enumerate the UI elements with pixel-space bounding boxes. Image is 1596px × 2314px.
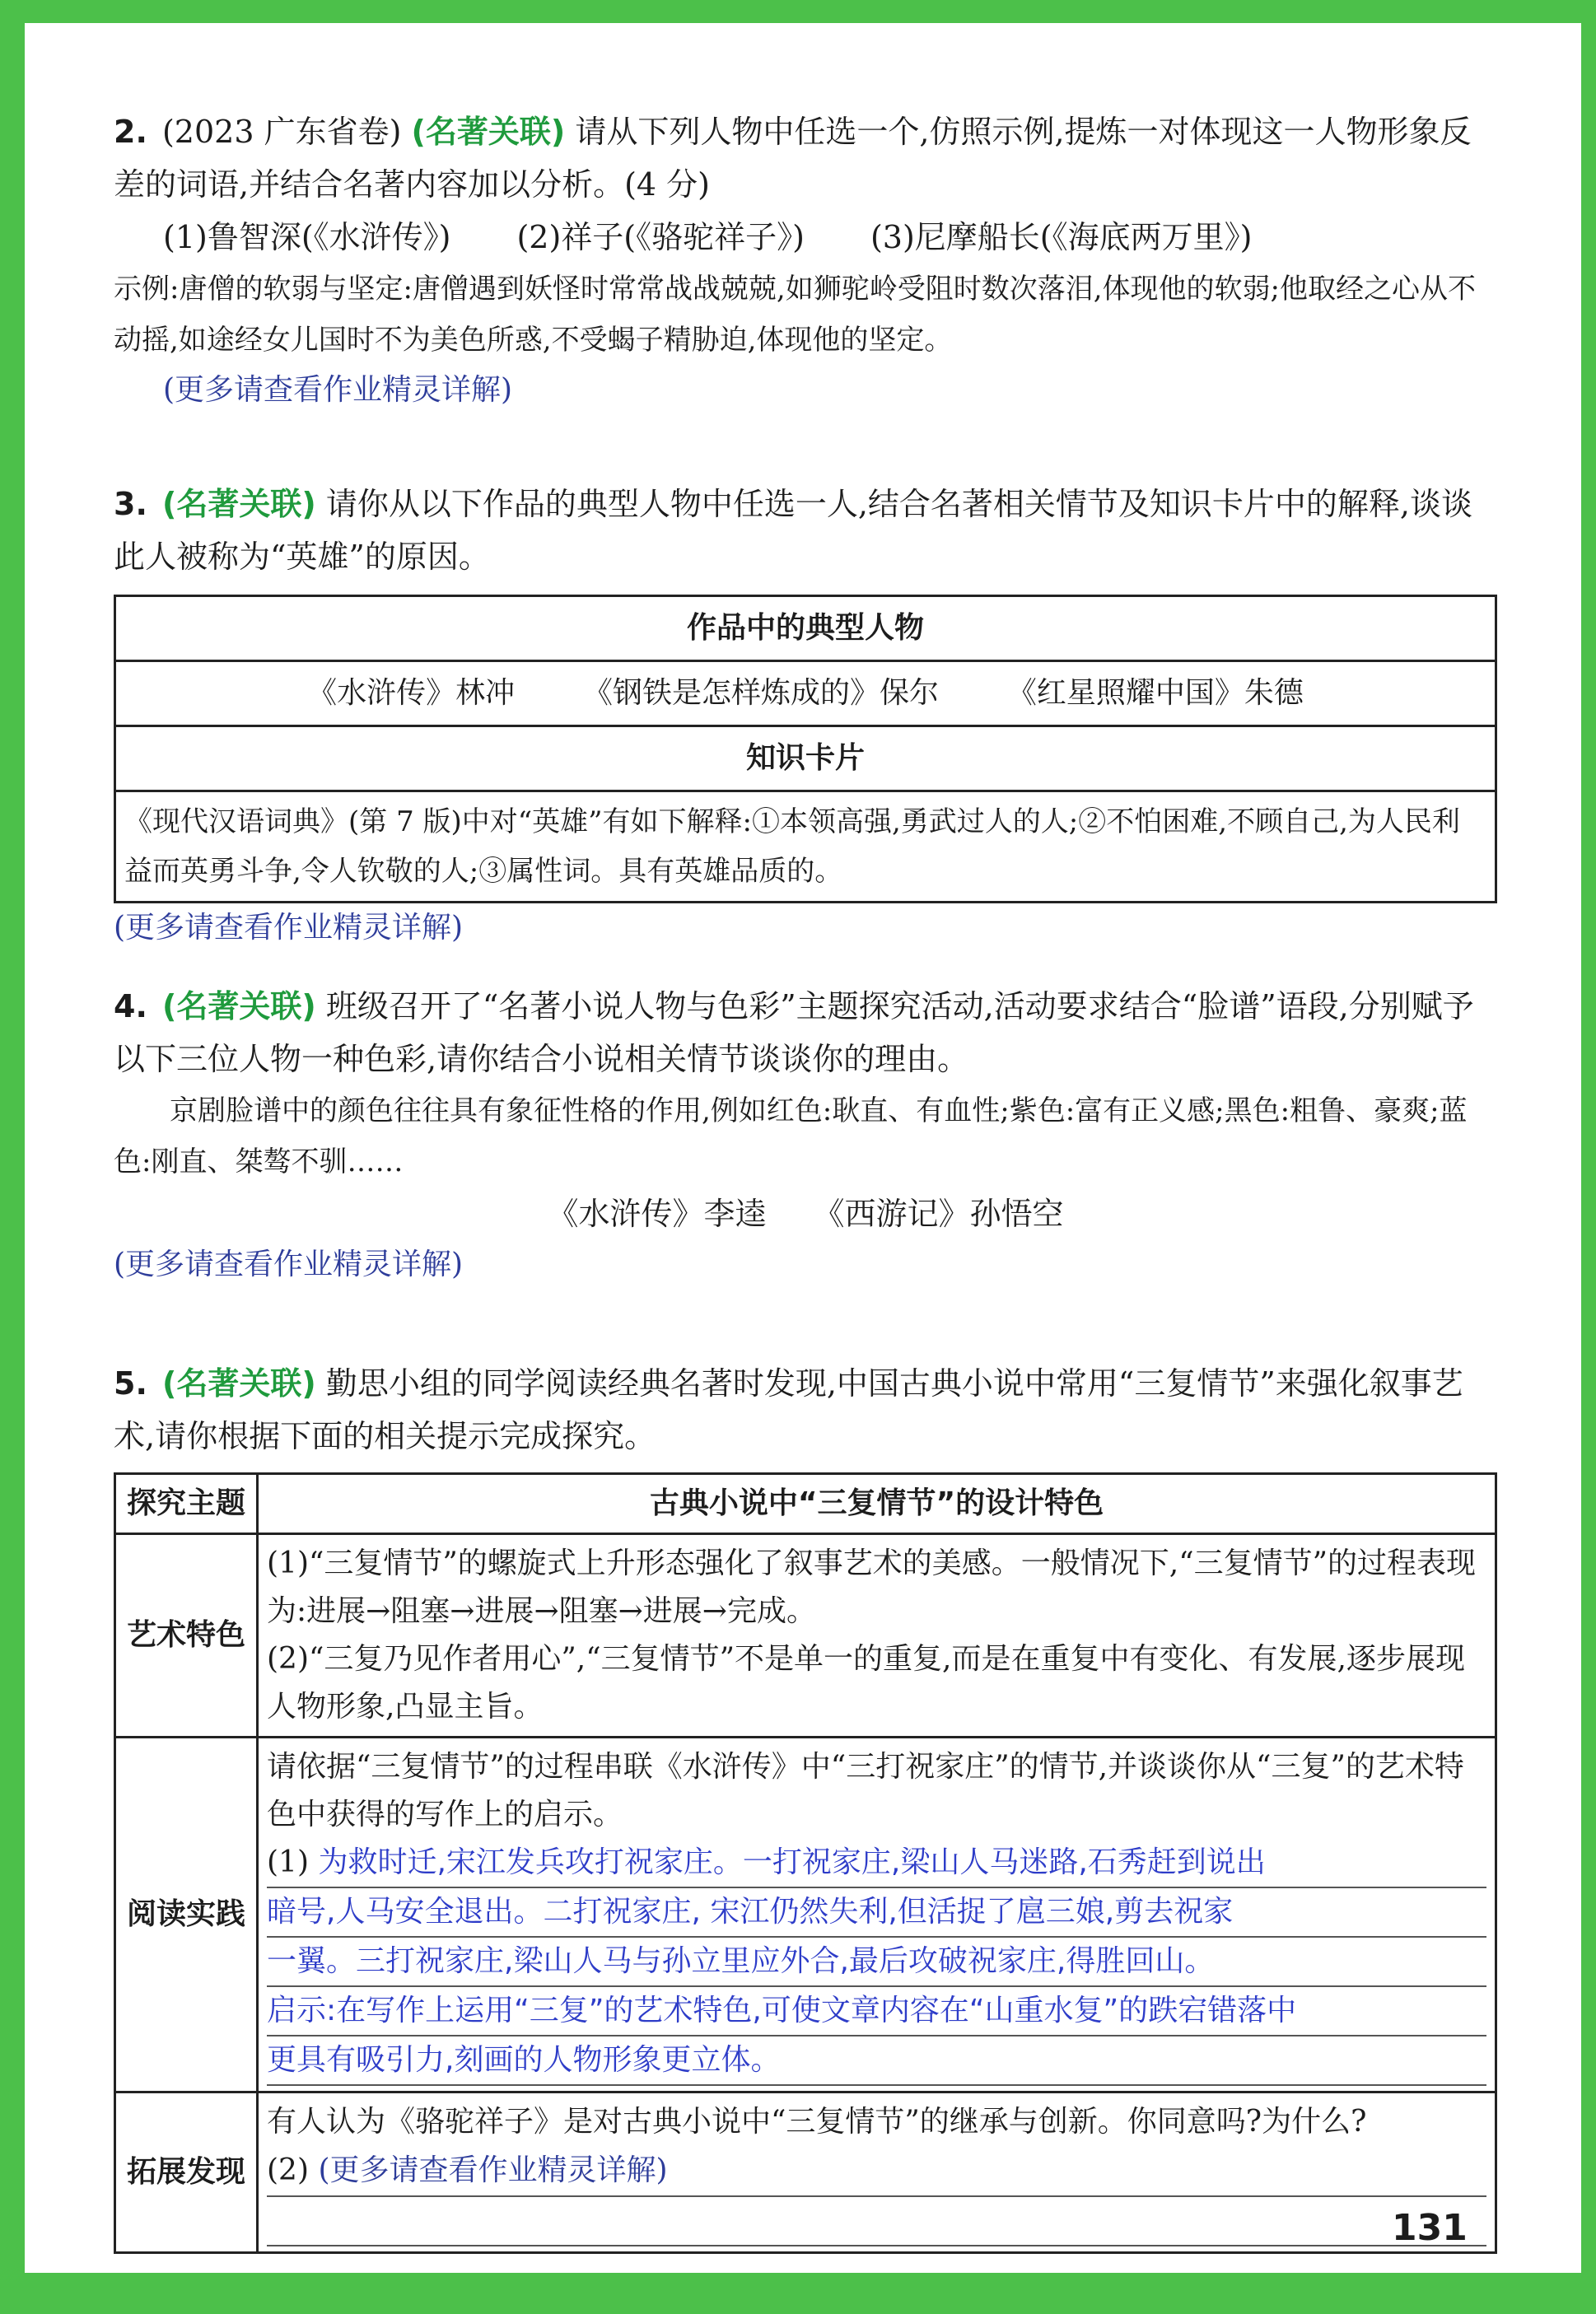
question-tag: (名著关联) <box>161 486 316 522</box>
question-3 <box>114 478 1497 953</box>
question-tag: (名著关联) <box>161 988 316 1024</box>
question-number: 2. <box>114 114 147 150</box>
row-practice-content <box>258 1738 1496 2092</box>
more-link[interactable]: (更多请查看作业精灵详解) <box>318 2153 668 2187</box>
option-2: (2)祥子(《骆驼祥子》) <box>516 219 805 255</box>
row-art-content <box>258 1534 1496 1738</box>
answer-text: 为救时迁,宋江发兵攻打祝家庄。一打祝家庄,梁山人马迷路,石秀赶到说出 <box>318 1845 1266 1879</box>
question-number: 3. <box>114 486 147 522</box>
example-text: 示例:唐僧的软弱与坚定:唐僧遇到妖怪时常常战战兢兢,如狮驼岭受阻时数次落泪,体现他的软弱;他取经之心从不动摇,如途经女儿国时不为美色所惑,不受蝎子精胁迫,体现他的坚定。 <box>114 273 1476 357</box>
question-number: 4. <box>114 988 147 1024</box>
figure-1: 《水浒传》林冲 <box>307 676 516 710</box>
question-source: (2023 广东省卷) <box>161 114 402 150</box>
answer-line[interactable]: 启示:在写作上运用“三复”的艺术特色,可使文章内容在“山重水复”的跌宕错落中 <box>267 1987 1486 2036</box>
col-head-topic: 探究主题 <box>115 1474 258 1534</box>
bottom-border <box>0 2273 1596 2314</box>
art-point-2: (2)“三复乃见作者用心”,“三复情节”不是单一的重复,而是在重复中有变化、有发展,逐步展现人物形象,凸显主旨。 <box>267 1642 1465 1724</box>
answer-line[interactable] <box>267 2197 1486 2246</box>
exploration-table <box>114 1472 1497 2254</box>
knowledge-card: 《现代汉语词典》(第 7 版)中对“英雄”有如下解释:①本领高强,勇武过人的人;②不怕困难,不顾自己,为人民利益而英勇斗争,令人钦敬的人;③属性词。具有英雄品质的。 <box>115 791 1496 903</box>
question-stem: 勤思小组的同学阅读经典名著时发现,中国古典小说中常用“三复情节”来强化叙事艺术,请你根据下面的相关提示完成探究。 <box>114 1365 1463 1454</box>
row-extend-content <box>258 2092 1496 2253</box>
page-number: 131 <box>1392 2207 1468 2249</box>
question-4 <box>114 980 1497 1290</box>
figures-line: 《水浒传》李逵 《西游记》孙悟空 <box>547 1196 1064 1232</box>
question-2 <box>114 105 1497 415</box>
answer-line[interactable]: 暗号,人马安全退出。二打祝家庄, 宋江仍然失利,但活捉了扈三娘,剪去祝家 <box>267 1888 1486 1938</box>
question-number: 5. <box>114 1365 147 1402</box>
options-row <box>114 211 1497 264</box>
practice-prompt: 请依据“三复情节”的过程串联《水浒传》中“三打祝家庄”的情节,并谈谈你从“三复”的艺术特色中获得的写作上的启示。 <box>267 1750 1464 1831</box>
passage: 京剧脸谱中的颜色往往具有象征性格的作用,例如红色:耿直、有血性;紫色:富有正义感;黑色:粗鲁、豪爽;蓝色:刚直、桀骜不驯…… <box>114 1094 1468 1178</box>
answer-line[interactable] <box>267 2146 1486 2197</box>
figures-row <box>115 661 1496 726</box>
question-tag: (名著关联) <box>411 114 566 150</box>
answer-number: (2) <box>267 2153 309 2187</box>
question-5 <box>114 1357 1497 2254</box>
option-3: (3)尼摩船长(《海底两万里》) <box>870 219 1253 255</box>
figure-3: 《红星照耀中国》朱德 <box>1006 676 1304 710</box>
more-link[interactable]: (更多请查看作业精灵详解) <box>163 373 513 407</box>
art-point-1: (1)“三复情节”的螺旋式上升形态强化了叙事艺术的美感。一般情况下,“三复情节”的过程表现为:进展→阻塞→进展→阻塞→进展→完成。 <box>267 1547 1477 1628</box>
col-head-feature: 古典小说中“三复情节”的设计特色 <box>258 1474 1496 1534</box>
answer-number: (1) <box>267 1845 309 1879</box>
table-heading: 作品中的典型人物 <box>115 596 1496 661</box>
question-stem: 班级召开了“名著小说人物与色彩”主题探究活动,活动要求结合“脸谱”语段,分别赋予以下三位人物一种色彩,请你结合小说相关情节谈谈你的理由。 <box>114 988 1474 1077</box>
figure-2: 《钢铁是怎样炼成的》保尔 <box>582 676 939 710</box>
question-stem: 请你从以下作品的典型人物中任选一人,结合名著相关情节及知识卡片中的解释,谈谈此人被称为“英雄”的原因。 <box>114 486 1472 575</box>
more-link[interactable]: (更多请查看作业精灵详解) <box>114 911 464 945</box>
question-tag: (名著关联) <box>161 1365 316 1402</box>
answer-line[interactable]: 更具有吸引力,刻画的人物形象更立体。 <box>267 2036 1486 2086</box>
row-label-extend: 拓展发现 <box>115 2092 258 2253</box>
question-stem: 请从下列人物中任选一个,仿照示例,提炼一对体现这一人物形象反差的词语,并结合名著内容加以分析。(4 分) <box>114 114 1472 203</box>
extend-prompt: 有人认为《骆驼祥子》是对古典小说中“三复情节”的继承与创新。你同意吗?为什么? <box>267 2105 1367 2139</box>
table-heading: 知识卡片 <box>115 726 1496 791</box>
answer-line[interactable]: 一翼。三打祝家庄,梁山人马与孙立里应外合,最后攻破祝家庄,得胜回山。 <box>267 1938 1486 1987</box>
more-link[interactable]: (更多请查看作业精灵详解) <box>114 1248 464 1281</box>
answer-line[interactable] <box>267 1839 1486 1888</box>
knowledge-table <box>114 595 1497 903</box>
option-1: (1)鲁智深(《水浒传》) <box>163 219 451 255</box>
row-label-art: 艺术特色 <box>115 1534 258 1738</box>
row-label-practice: 阅读实践 <box>115 1738 258 2092</box>
